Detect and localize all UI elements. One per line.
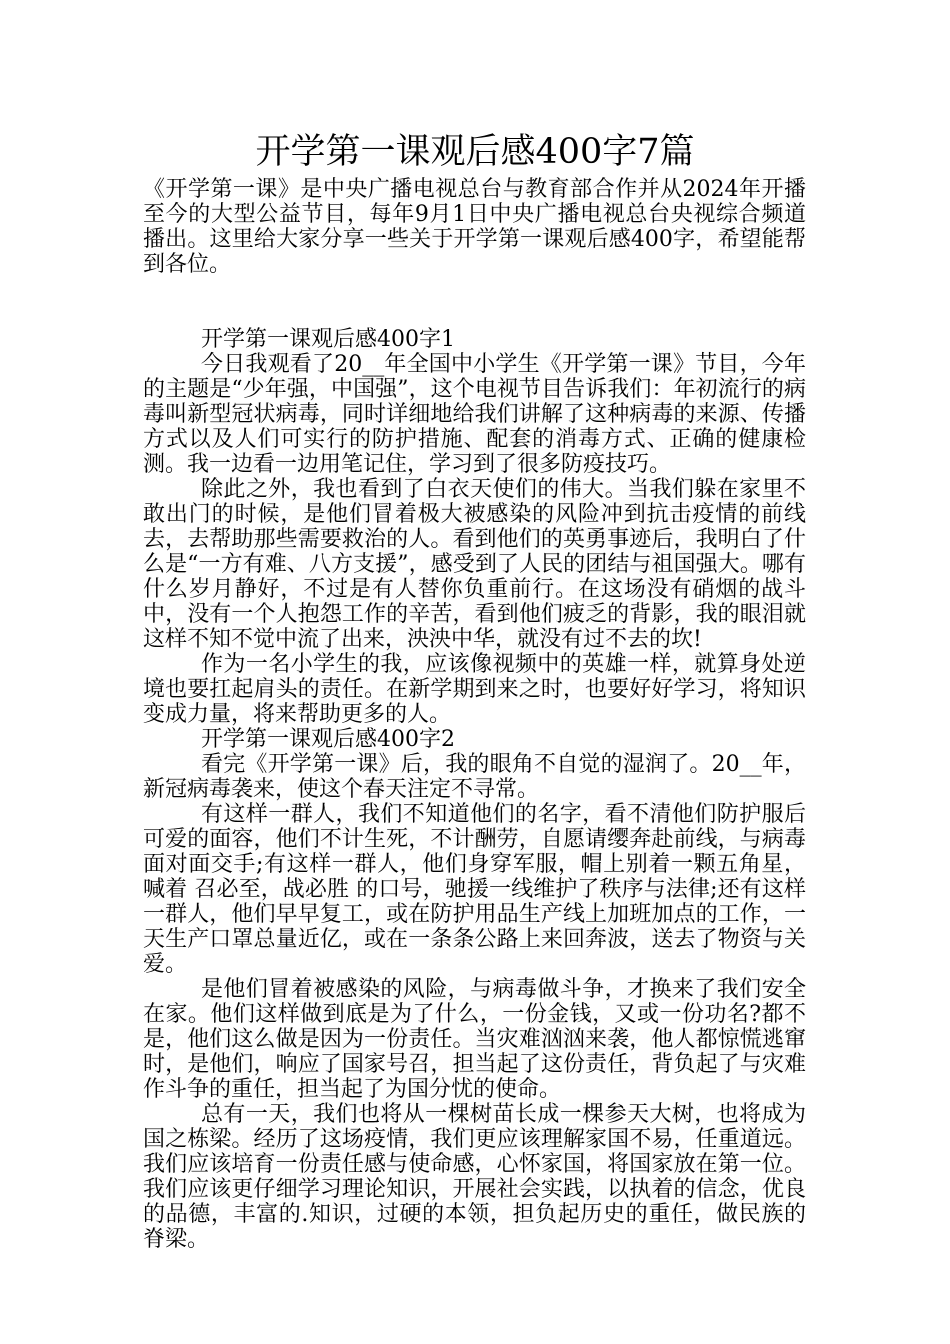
body-paragraph: 有这样一群人，我们不知道他们的名字，看不清他们防护服后可爱的面容，他们不计生死，不计酬劳，自愿请缨奔赴前线，与病毒面对面交手;有这样一群人，他们身穿军服，帽上别着一颗五角星，喊着 召必至，战必胜 的口号，驰援一线维护了秩序与法律;还有这样一群人，他们早早复工，或在防护用品生产线上加班加点的工作，一天生产口罩总量近亿，或在一条条公路上来回奔波，送去了物资与关爱。 (143, 802, 806, 977)
body-paragraph: 作为一名小学生的我，应该像视频中的英雄一样，就算身处逆境也要扛起肩头的责任。在新学期到来之时，也要好好学习，将知识变成力量，将来帮助更多的人。 (143, 652, 806, 727)
section-heading: 开学第一课观后感400字2 (201, 727, 455, 752)
body-paragraph: 是他们冒着被感染的风险，与病毒做斗争，才换来了我们安全在家。他们这样做到底是为了什么，一份金钱，又或一份功名?都不是，他们这么做是因为一份责任。当灾难汹汹来袭，他人都惊慌逃窜时，是他们，响应了国家号召，担当起了这份责任，背负起了与灾难作斗争的重任，担当起了为国分忧的使命。 (143, 977, 806, 1102)
document-title: 开学第一课观后感400字7篇 (255, 132, 695, 172)
document-body (143, 177, 806, 1252)
body-paragraph: 看完《开学第一课》后，我的眼角不自觉的湿润了。20__年，新冠病毒袭来，使这个春天注定不寻常。 (143, 752, 806, 802)
body-paragraph: 今日我观看了20__年全国中小学生《开学第一课》节目，今年的主题是“少年强，中国强”，这个电视节目告诉我们：年初流行的病毒叫新型冠状病毒，同时详细地给我们讲解了这种病毒的来源、传播方式以及人们可实行的防护措施、配套的消毒方式、正确的健康检测。我一边看一边用笔记住，学习到了很多防疫技巧。 (143, 352, 806, 477)
body-paragraph: 除此之外，我也看到了白衣天使们的伟大。当我们躲在家里不敢出门的时候，是他们冒着极大被感染的风险冲到抗击疫情的前线去，去帮助那些需要救治的人。看到他们的英勇事迹后，我明白了什么是“一方有难、八方支援”，感受到了人民的团结与祖国强大。哪有什么岁月静好，不过是有人替你负重前行。在这场没有硝烟的战斗中，没有一个人抱怨工作的辛苦，看到他们疲乏的背影，我的眼泪就这样不知不觉中流了出来，泱泱中华，就没有过不去的坎! (143, 477, 806, 652)
spacer (143, 277, 806, 327)
section-heading: 开学第一课观后感400字1 (201, 327, 455, 352)
body-paragraph: 总有一天，我们也将从一棵树苗长成一棵参天大树，也将成为国之栋梁。经历了这场疫情，我们更应该理解家国不易，任重道远。我们应该培育一份责任感与使命感，心怀家国，将国家放在第一位。我们应该更仔细学习理论知识，开展社会实践，以执着的信念，优良的品德，丰富的.知识，过硬的本领，担负起历史的重任，做民族的脊梁。 (143, 1102, 806, 1252)
intro-paragraph: 《开学第一课》是中央广播电视总台与教育部合作并从2024年开播至今的大型公益节目，每年9月1日中央广播电视总台央视综合频道播出。这里给大家分享一些关于开学第一课观后感400字，希望能帮到各位。 (143, 177, 806, 277)
